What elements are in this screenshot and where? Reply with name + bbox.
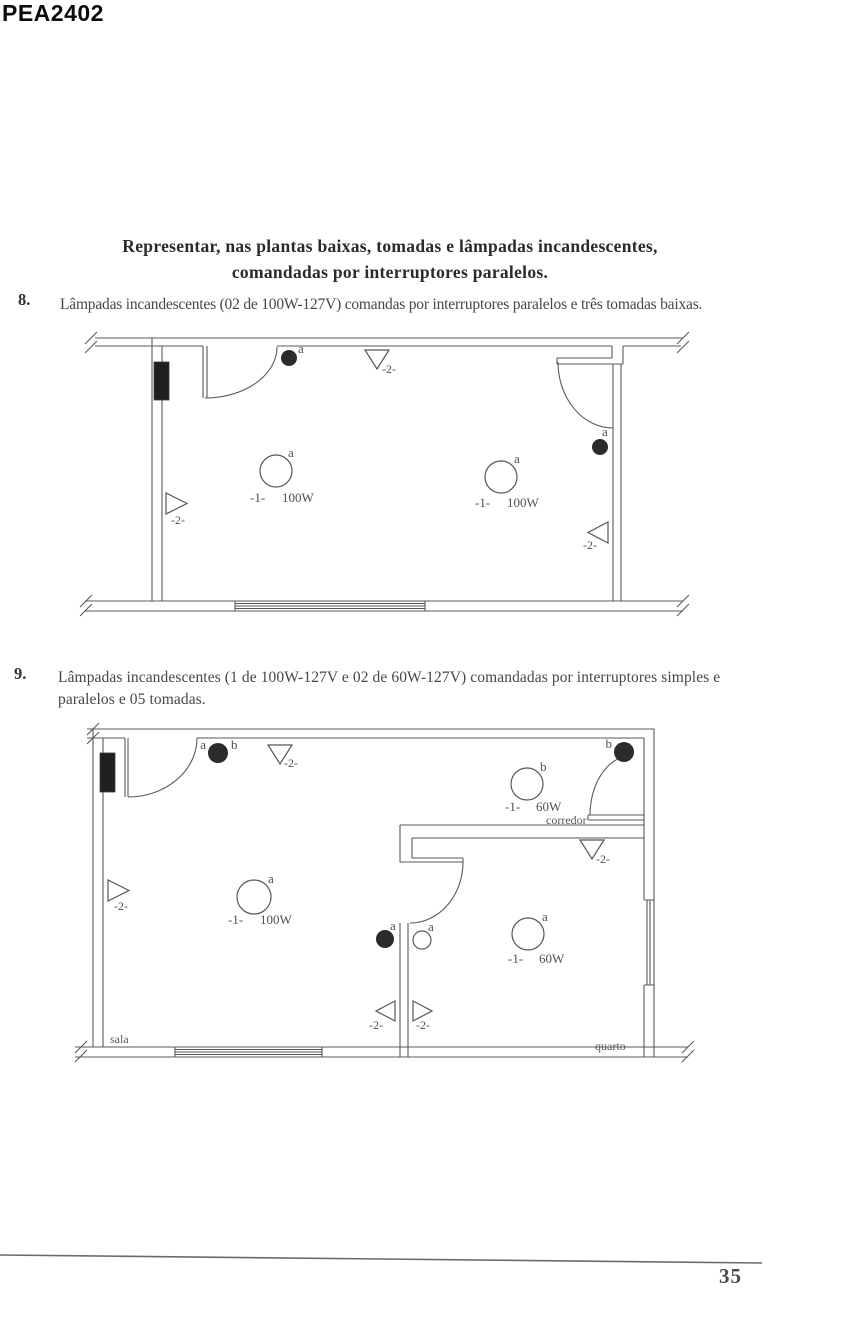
outlet-symbol <box>108 880 129 913</box>
switch-point-label: b <box>231 737 238 752</box>
lamp-point-label: b <box>540 759 547 774</box>
electrical-panel-icon <box>154 362 169 400</box>
page-title-line1: Representar, nas plantas baixas, tomadas e lâmpadas incandescentes, <box>122 236 658 256</box>
door-jamb <box>125 738 128 797</box>
room-name-corridor: corredor <box>546 813 587 827</box>
switch-point-label: b <box>605 736 612 751</box>
switch-symbol <box>281 341 304 366</box>
outlet-label: -2- <box>114 899 128 913</box>
switch-point-label: a <box>390 918 396 933</box>
outlet-symbol <box>369 1001 395 1032</box>
lamp-point-label: a <box>288 445 294 460</box>
floor-plan-8 <box>0 330 851 642</box>
lamp-symbol <box>508 909 565 966</box>
outlet-symbol <box>365 350 396 376</box>
lamp-point-label: a <box>514 451 520 466</box>
lamp-power-label: 60W <box>539 951 565 966</box>
wall-break-mark <box>85 332 97 353</box>
wall <box>644 729 654 1057</box>
window <box>235 601 425 611</box>
room-name-quarto: quarto <box>595 1039 626 1053</box>
outlet-label: -2- <box>596 852 610 866</box>
floor-plan-9 <box>0 720 851 1090</box>
wall-break-mark <box>677 332 689 353</box>
wall <box>613 364 621 601</box>
outlet-label: -2- <box>416 1018 430 1032</box>
door-arc <box>410 862 463 923</box>
switch-point-label: a <box>298 341 304 356</box>
outlet-label: -2- <box>369 1018 383 1032</box>
outlet-symbol <box>580 840 610 866</box>
lamp-circuit-label: -1- <box>228 912 244 927</box>
outlet-label: -2- <box>171 513 185 527</box>
door-arc <box>558 362 613 428</box>
lamp-circuit-label: -1- <box>508 951 524 966</box>
wall <box>557 358 623 364</box>
lamp-symbol <box>228 871 293 927</box>
window <box>175 1047 322 1057</box>
window <box>644 900 654 985</box>
outlet-label: -2- <box>583 538 597 552</box>
room-name-sala: sala <box>110 1032 129 1046</box>
exercise-8-text: Lâmpadas incandescentes (02 de 100W-127V) comandas por interruptores paralelos e três tomadas baixas. <box>60 296 703 313</box>
lamp-power-label: 60W <box>536 799 562 814</box>
switch-point-label: a <box>602 424 608 439</box>
lamp-point-label: a <box>268 871 274 886</box>
outlet-symbol <box>413 1001 432 1032</box>
wall-break-mark <box>80 595 92 616</box>
page-title <box>60 233 720 285</box>
exercise-9-text: Lâmpadas incandescentes (1 de 100W-127V e 02 de 60W-127V) comandadas por interruptores simples e paralelos e 05 tomadas. <box>58 669 721 708</box>
door-arc <box>590 755 633 815</box>
wall-break-mark <box>682 1041 694 1062</box>
outlet-symbol <box>166 493 187 527</box>
outlet-symbol <box>583 522 608 552</box>
lamp-power-label: 100W <box>282 490 314 505</box>
wall <box>400 825 463 862</box>
lamp-circuit-label: -1- <box>250 490 266 505</box>
exercise-8-number: 8. <box>18 290 31 309</box>
page-title-line2: comandadas por interruptores paralelos. <box>231 262 549 282</box>
lamp-circuit-label: -1- <box>505 799 521 814</box>
wall <box>400 923 408 1057</box>
lamp-power-label: 100W <box>507 495 539 510</box>
outlet-label: -2- <box>382 362 396 376</box>
switch-symbol <box>592 424 608 455</box>
lamp-symbol <box>475 451 540 510</box>
switch-point-label: a <box>428 919 434 934</box>
course-code: PEA2402 <box>2 0 104 26</box>
exercise-9-number: 9. <box>14 664 27 683</box>
switch-symbol <box>606 736 635 762</box>
door-arc <box>205 347 277 398</box>
wall <box>400 825 644 838</box>
lamp-power-label: 100W <box>260 912 292 927</box>
electrical-panel-icon <box>100 753 115 792</box>
lamp-point-label: a <box>542 909 548 924</box>
wall <box>612 346 623 364</box>
door-jamb <box>203 346 207 398</box>
door-arc <box>128 738 197 797</box>
wall-break-mark <box>75 1041 87 1062</box>
page-number: 35 <box>719 1264 742 1288</box>
wall <box>588 815 644 820</box>
lamp-symbol <box>250 445 315 505</box>
outlet-symbol <box>268 745 298 770</box>
wall-break-mark <box>677 595 689 616</box>
switch-symbol <box>413 919 434 949</box>
lamp-circuit-label: -1- <box>475 495 491 510</box>
switch-symbol <box>200 737 237 763</box>
switch-point-label: a <box>200 737 206 752</box>
switch-symbol <box>376 918 396 948</box>
outlet-label: -2- <box>284 756 298 770</box>
lamp-symbol <box>505 759 562 814</box>
